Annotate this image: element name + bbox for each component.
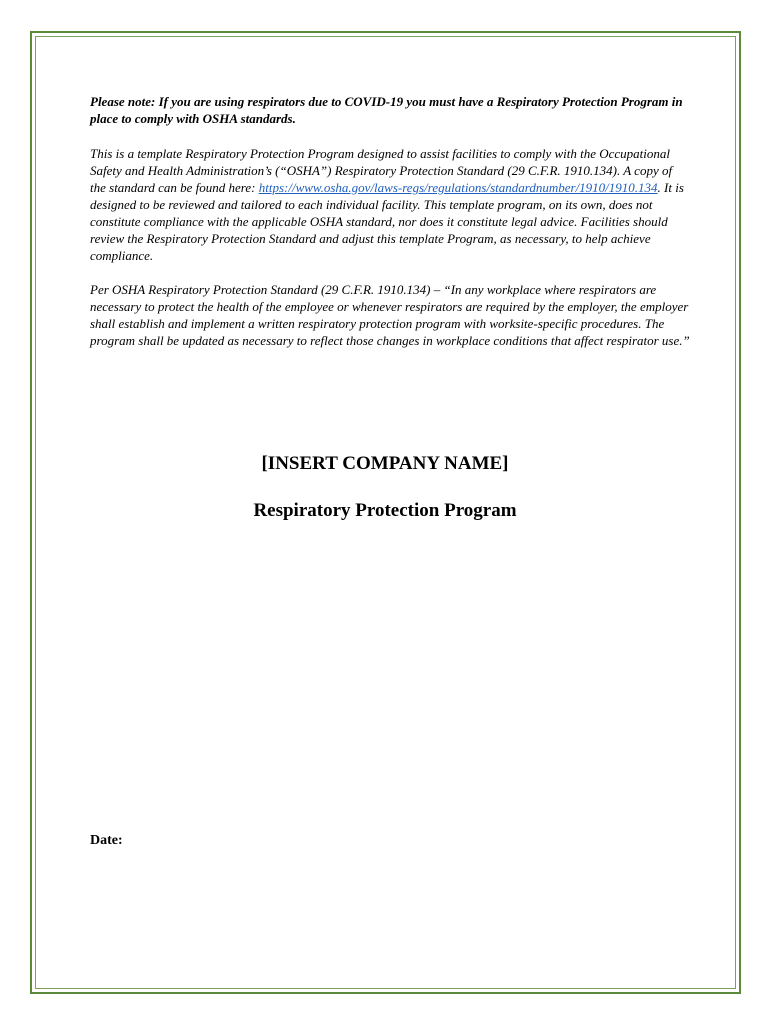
date-label: Date: xyxy=(90,833,123,848)
company-name-placeholder: [INSERT COMPANY NAME] xyxy=(261,453,509,474)
intro-paragraph xyxy=(90,145,690,264)
intro-text-after-link: . It is designed to be reviewed and tailored to each individual facility. This template program, on its own, does not constitute compliance with the applicable OSHA standard, nor does it constitute legal advice. Facilities should review the Respiratory Protection Standard and adjust this template Program, as necessary, to help achieve compliance. xyxy=(90,180,684,263)
program-title: Respiratory Protection Program xyxy=(253,500,517,521)
osha-quote-paragraph: Per OSHA Respiratory Protection Standard (29 C.F.R. 1910.134) – “In any workplace where respirators are necessary to protect the health of the employee or whenever respirators are required by the employer, the employer shall establish and implement a written respiratory protection program with worksite-specific procedures. The program shall be updated as necessary to reflect those changes in workplace conditions that affect respirator use.” xyxy=(90,282,690,348)
covid-notice: Please note: If you are using respirators due to COVID-19 you must have a Respiratory Protection Program in place to comply with OSHA standards. xyxy=(90,94,683,126)
document-body xyxy=(90,93,690,366)
intro-text-before-link: This is a template Respiratory Protection Program designed to assist facilities to comply with the Occupational Safety and Health Administration’s (“OSHA”) Respiratory Protection Standard (29 C.F.R. 1910.134). A copy of the standard can be found here: xyxy=(90,146,673,195)
osha-standard-link[interactable]: https://www.osha.gov/laws-regs/regulations/standardnumber/1910/1910.134 xyxy=(258,180,658,195)
